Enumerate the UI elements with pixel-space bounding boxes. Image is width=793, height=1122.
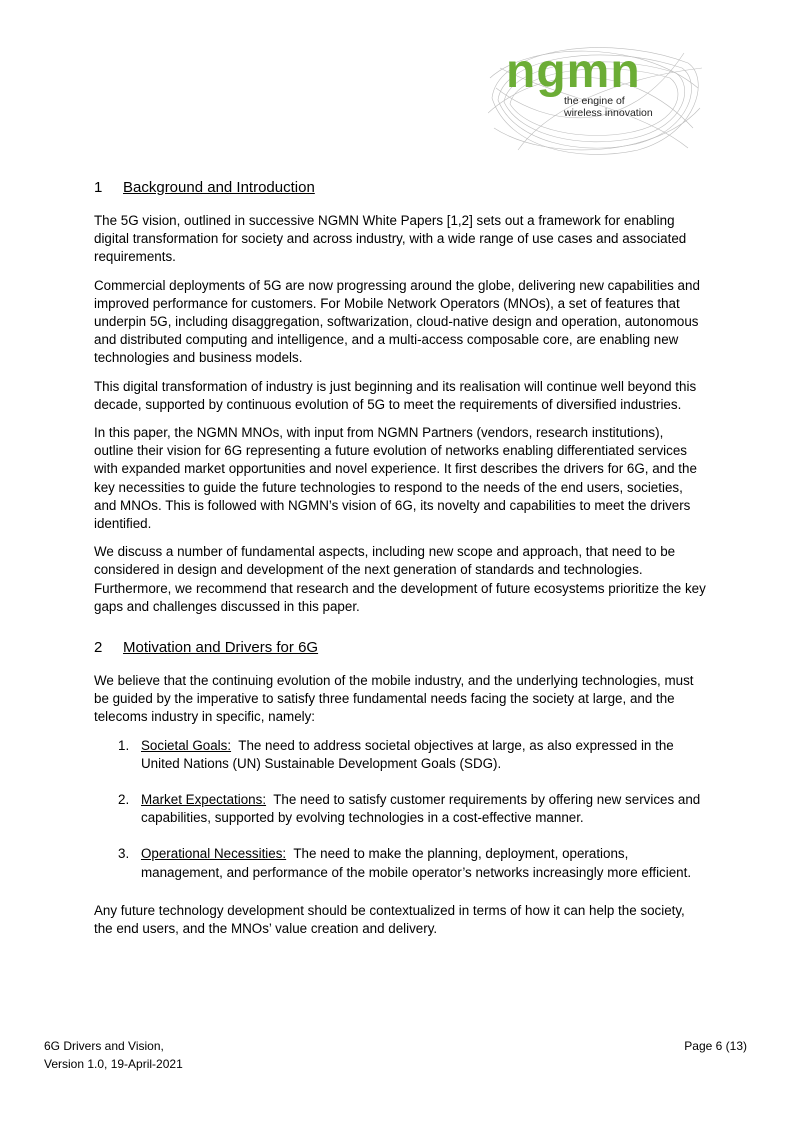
list-text: The need to satisfy customer requirements by offering new services and capabilities, supported by evolving technologies in a cost-effective manner. [141, 792, 701, 826]
list-number: 3. [118, 846, 130, 862]
footer-doc-title: 6G Drivers and Vision, [44, 1039, 164, 1053]
list-item-body [141, 737, 706, 773]
paragraph: We discuss a number of fundamental aspects, including new scope and approach, that need to be considered in design and development of the next generation of standards and technologies. Furthermore, we recommend that research and the development of future ecosystems prioritize the key gaps and challenges discussed in this paper. [94, 544, 706, 614]
logo-tagline-line1: the engine of [564, 95, 625, 107]
list-item-body [141, 791, 706, 827]
list-number: 1. [118, 737, 130, 753]
section-2-heading [94, 638, 706, 658]
logo-tagline [564, 95, 653, 119]
drivers-list [94, 737, 706, 882]
section-number: 1 [94, 179, 103, 196]
logo-wordmark: ngmn [506, 45, 641, 98]
list-text: The need to address societal objectives at large, as also expressed in the United Nations (UN) Sustainable Development Goals (SDG). [141, 737, 674, 771]
paragraph: Commercial deployments of 5G are now progressing around the globe, delivering new capabilities and improved performance for customers. For Mobile Network Operators (MNOs), a set of features that underpin 5G, including disaggregation, softwarization, cloud-native design and operation, autonomous and distributed computing and intelligence, and a multi-access composable core, are enabling new technologies and business models. [94, 277, 700, 366]
ngmn-logo [488, 38, 702, 158]
paragraph: In this paper, the NGMN MNOs, with input from NGMN Partners (vendors, research institutions), outline their vision for 6G representing a future evolution of networks enabling differentiated services with expanded market opportunities and novel experience. It first describes the drivers for 6G, and the key necessities to guide the future technologies to respond to the needs of the end users, societies, and MNOs. This is followed with NGMN’s vision of 6G, its novelty and capabilities to meet the drivers identified. [94, 425, 697, 532]
list-item [94, 737, 706, 773]
list-number: 2. [118, 792, 130, 808]
document-body [94, 178, 706, 938]
list-term: Societal Goals: [141, 737, 232, 753]
list-term: Market Expectations: [141, 792, 267, 808]
footer-page-number: Page 6 (13) [684, 1039, 747, 1053]
list-text: The need to make the planning, deployment, operations, management, and performance of the mobile operator’s networks increasingly more efficient. [141, 846, 692, 880]
section-number: 2 [94, 639, 103, 657]
paragraph: Any future technology development should be contextualized in terms of how it can help the society, the end users, and the MNOs’ value creation and delivery. [94, 902, 685, 937]
list-item [94, 845, 706, 881]
section-title: Motivation and Drivers for 6G [123, 639, 319, 657]
paragraph: This digital transformation of industry is just beginning and its realisation will continue well beyond this decade, supported by continuous evolution of 5G to meet the requirements of diversified industries. [94, 378, 697, 412]
footer-document-info [44, 1037, 183, 1073]
section-title: Background and Introduction [123, 179, 315, 196]
paragraph: We believe that the continuing evolution of the mobile industry, and the underlying technologies, must be guided by the imperative to satisfy three fundamental needs facing the society at large, and the telecoms industry in specific, namely: [94, 673, 694, 725]
list-item [94, 791, 706, 827]
list-item-body [141, 845, 706, 881]
section-1-heading [94, 178, 706, 198]
footer-version: Version 1.0, 19-April-2021 [44, 1057, 183, 1071]
paragraph: The 5G vision, outlined in successive NGMN White Papers [1,2] sets out a framework for enabling digital transformation for society and across industry, with a wide range of use cases and associated requirements. [94, 213, 687, 265]
list-term: Operational Necessities: [141, 846, 287, 862]
logo-tagline-line2: wireless innovation [564, 107, 653, 119]
